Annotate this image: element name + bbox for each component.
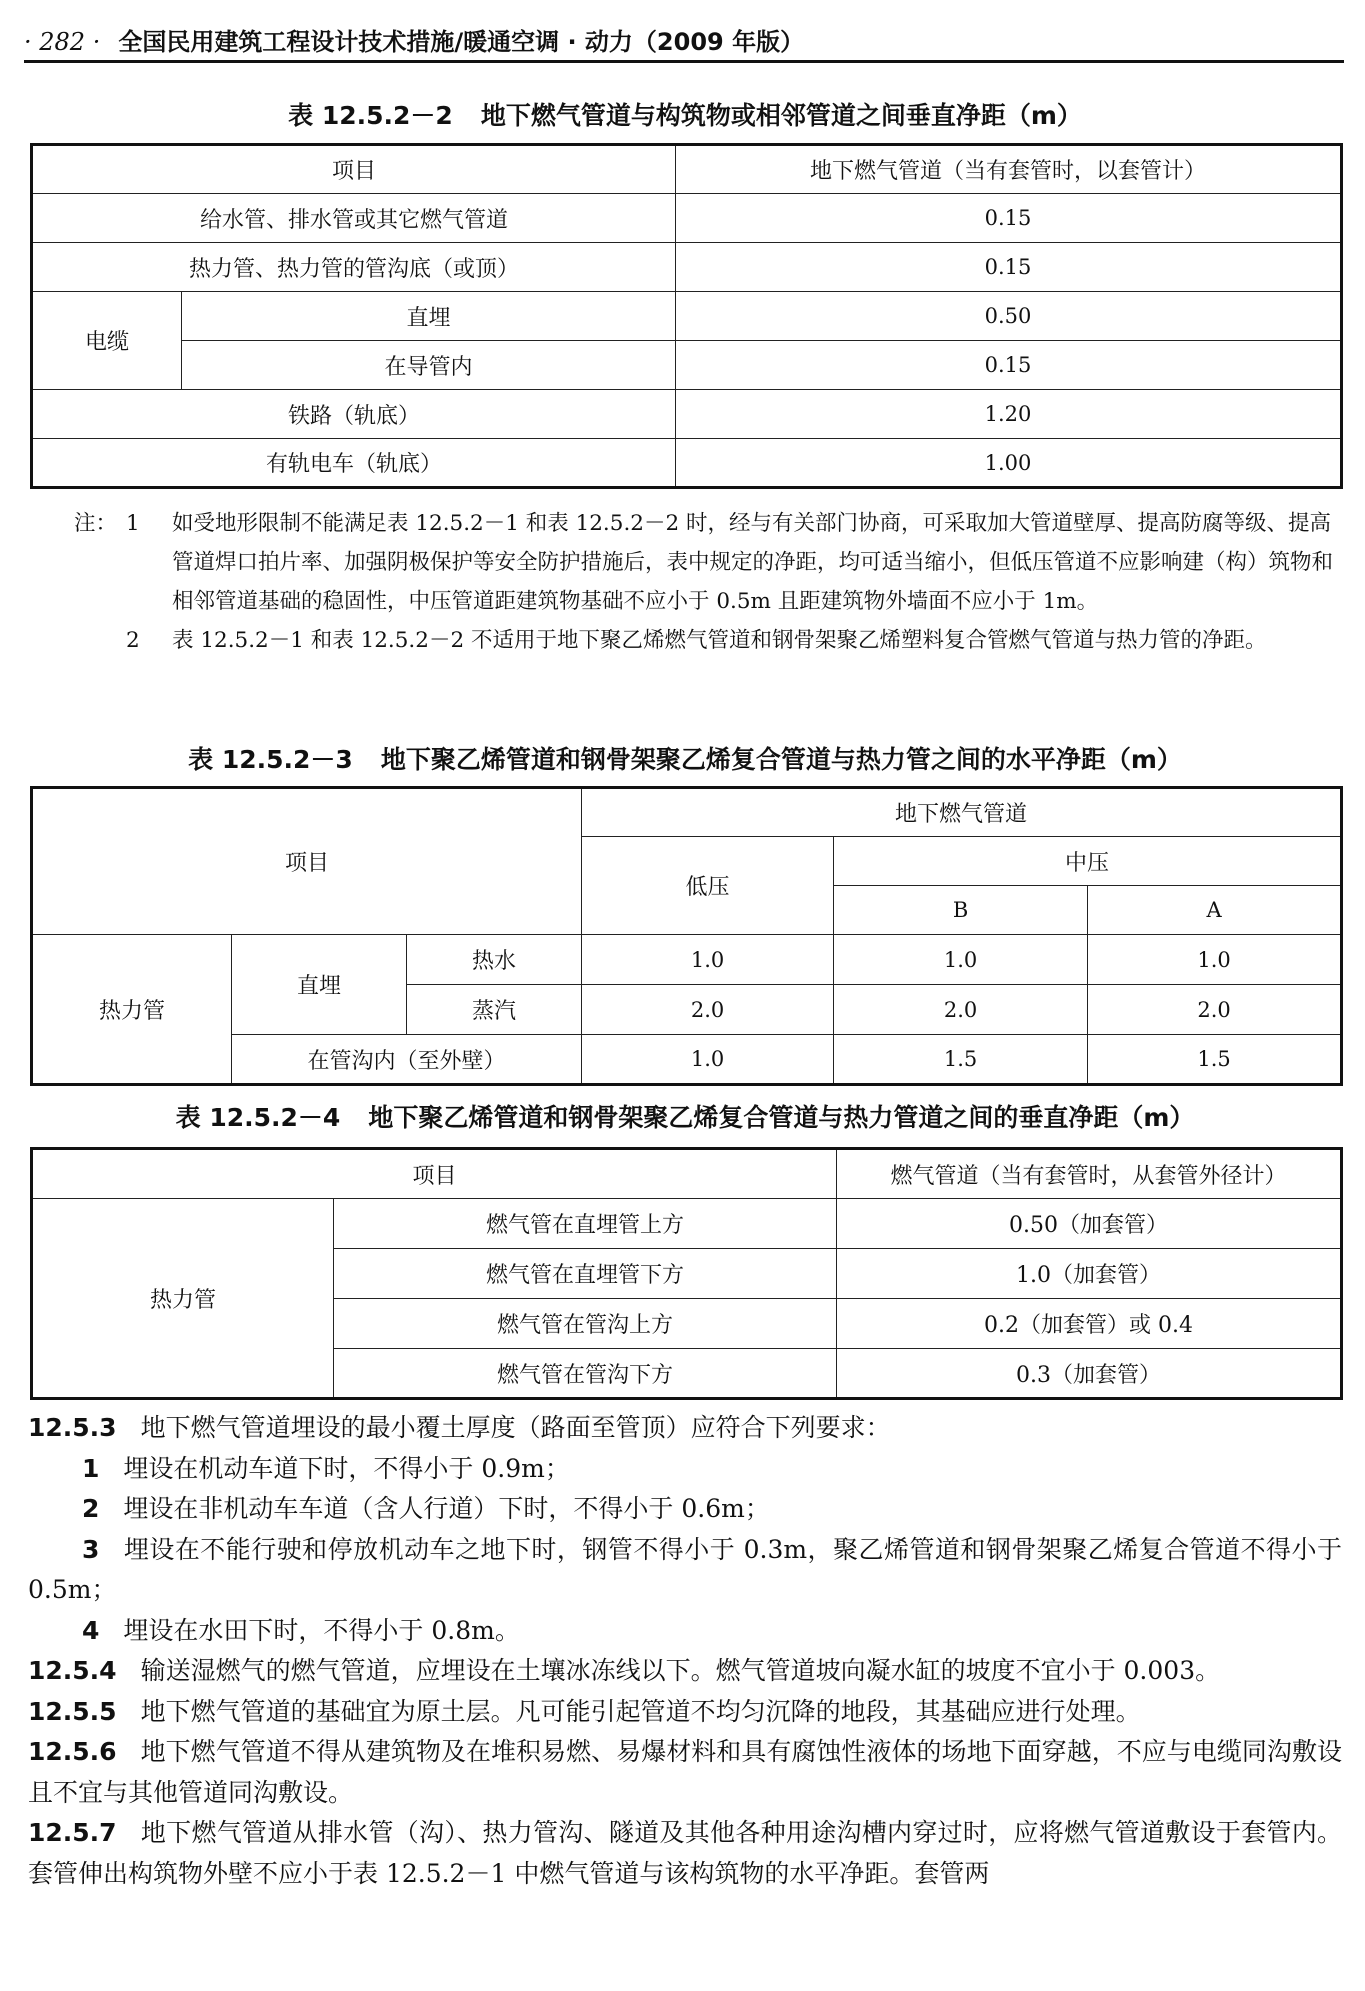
- table-header-cell: 项目: [32, 788, 582, 935]
- item-text: 埋设在非机动车车道（含人行道）下时，不得小于 0.6m；: [123, 1494, 770, 1523]
- table-row: [32, 145, 1342, 194]
- table-cell: 直埋: [182, 292, 676, 341]
- table-notes: [74, 504, 1344, 660]
- table-cell: 在导管内: [182, 341, 676, 390]
- table-cell: 1.0（加套管）: [837, 1249, 1342, 1299]
- book-title: 全国民用建筑工程设计技术措施/: [118, 28, 464, 56]
- clause-12-5-3: [28, 1408, 1342, 1449]
- note-number: 1: [126, 511, 140, 536]
- table-header-cell: A: [1088, 886, 1342, 935]
- table-group-cell: 电缆: [32, 292, 182, 390]
- table-cell: 铁路（轨底）: [32, 390, 676, 439]
- note-1: [74, 504, 1344, 621]
- table-header-cell: 燃气管道（当有套管时，从套管外径计）: [837, 1149, 1342, 1199]
- table-header-cell: 地下燃气管道（当有套管时，以套管计）: [676, 145, 1342, 194]
- table-cell: 0.2（加套管）或 0.4: [837, 1299, 1342, 1349]
- clause-text: 地下燃气管道不得从建筑物及在堆积易燃、易爆材料和具有腐蚀性液体的场地下面穿越，不应与电缆同沟敷设且不宜与其他管道同沟敷设。: [28, 1737, 1342, 1807]
- clause-text: 地下燃气管道的基础宜为原土层。凡可能引起管道不均匀沉降的地段，其基础应进行处理。: [140, 1696, 1141, 1726]
- table-cell: 热水: [407, 935, 582, 985]
- table-3-caption: [30, 740, 1340, 776]
- table-4-title: 地下聚乙烯管道和钢骨架聚乙烯复合管道与热力管道之间的垂直净距（m）: [368, 1103, 1195, 1132]
- item-text: 埋设在不能行驶和停放机动车之地下时，钢管不得小于 0.3m，聚乙烯管道和钢骨架聚乙烯复合管道不得小于 0.5m；: [28, 1534, 1342, 1604]
- clause-item-2: [28, 1489, 1342, 1530]
- table-2-title: 地下燃气管道与构筑物或相邻管道之间垂直净距（m）: [480, 101, 1082, 130]
- item-text: 埋设在机动车道下时，不得小于 0.9m；: [123, 1453, 570, 1483]
- page-number: · 282 ·: [24, 28, 101, 56]
- note-text: 表 12.5.2－1 和表 12.5.2－2 不适用于地下聚乙烯燃气管道和钢骨架聚乙烯塑料复合管燃气管道与热力管的净距。: [172, 628, 1267, 653]
- table-header-cell: 项目: [32, 145, 676, 194]
- table-cell: 1.5: [1088, 1035, 1342, 1085]
- table-row: [32, 788, 1342, 837]
- note-number: 2: [126, 628, 140, 653]
- note-marker: 注：: [74, 511, 118, 536]
- table-header-cell: B: [834, 886, 1088, 935]
- table-row: [32, 390, 1342, 439]
- table-row: [32, 292, 1342, 341]
- table-group-cell: 热力管: [32, 935, 232, 1085]
- running-header: [24, 22, 1344, 62]
- clause-12-5-7: [28, 1813, 1342, 1894]
- table-header-cell: 项目: [32, 1149, 837, 1199]
- table-cell: 1.0: [834, 935, 1088, 985]
- table-cell: 2.0: [1088, 985, 1342, 1035]
- table-row: [32, 1149, 1342, 1199]
- clause-number: 12.5.3: [28, 1413, 117, 1442]
- table-4-number: 表 12.5.2－4: [175, 1103, 341, 1132]
- table-header-cell: 低压: [582, 837, 834, 935]
- table-3: [30, 786, 1343, 1086]
- table-group-cell: 直埋: [232, 935, 407, 1035]
- item-number: 3: [82, 1534, 100, 1564]
- table-3-title: 地下聚乙烯管道和钢骨架聚乙烯复合管道与热力管之间的水平净距（m）: [380, 745, 1182, 774]
- table-cell: 0.15: [676, 341, 1342, 390]
- clause-item-1: [28, 1449, 1342, 1490]
- table-cell: 2.0: [834, 985, 1088, 1035]
- table-group-cell: 热力管: [32, 1199, 334, 1399]
- clause-item-4: [28, 1611, 1342, 1652]
- item-text: 埋设在水田下时，不得小于 0.8m。: [123, 1615, 520, 1645]
- table-row: [32, 194, 1342, 243]
- table-2-number: 表 12.5.2－2: [288, 101, 453, 130]
- clause-text: 输送湿燃气的燃气管道，应埋设在土壤冰冻线以下。燃气管道坡向凝水缸的坡度不宜小于 0.003。: [140, 1656, 1221, 1685]
- table-row: [32, 439, 1342, 488]
- book-volume-title: 暖通空调 · 动力（2009 年版）: [463, 28, 805, 56]
- table-cell: 1.5: [834, 1035, 1088, 1085]
- table-cell: 蒸汽: [407, 985, 582, 1035]
- table-4-caption: [30, 1098, 1340, 1134]
- table-cell: 1.20: [676, 390, 1342, 439]
- clause-12-5-5: [28, 1692, 1342, 1733]
- clause-number: 12.5.4: [28, 1656, 117, 1685]
- body-clauses: [28, 1408, 1342, 1894]
- table-row: [32, 935, 1342, 985]
- clause-number: 12.5.6: [28, 1737, 117, 1766]
- header-rule: [24, 60, 1344, 63]
- table-header-cell: 地下燃气管道: [582, 788, 1342, 837]
- table-4: [30, 1147, 1343, 1400]
- item-number: 4: [82, 1615, 100, 1645]
- table-cell: 燃气管在直埋管上方: [334, 1199, 837, 1249]
- table-cell: 在管沟内（至外壁）: [232, 1035, 582, 1085]
- note-2: [74, 621, 1344, 660]
- note-text: 如受地形限制不能满足表 12.5.2－1 和表 12.5.2－2 时，经与有关部门协商，可采取加大管道壁厚、提高防腐等级、提高管道焊口拍片率、加强阴极保护等安全防护措施后，表中规定的净距，均可适当缩小，但低压管道不应影响建（构）筑物和相邻管道基础的稳固性，中压管道距建筑物基础不应小于 0.5m 且距建筑物外墙面不应小于 1m。: [172, 511, 1334, 614]
- table-row: [32, 243, 1342, 292]
- table-cell: 0.50: [676, 292, 1342, 341]
- table-cell: 0.15: [676, 243, 1342, 292]
- table-cell: 热力管、热力管的管沟底（或顶）: [32, 243, 676, 292]
- item-number: 2: [82, 1494, 100, 1523]
- clause-text: 地下燃气管道埋设的最小覆土厚度（路面至管顶）应符合下列要求：: [140, 1413, 891, 1442]
- table-cell: 0.3（加套管）: [837, 1349, 1342, 1399]
- item-number: 1: [82, 1453, 100, 1483]
- clause-12-5-4: [28, 1651, 1342, 1692]
- table-header-cell: 中压: [834, 837, 1342, 886]
- table-cell: 0.50（加套管）: [837, 1199, 1342, 1249]
- table-cell: 1.0: [1088, 935, 1342, 985]
- table-cell: 给水管、排水管或其它燃气管道: [32, 194, 676, 243]
- table-cell: 燃气管在管沟下方: [334, 1349, 837, 1399]
- clause-number: 12.5.7: [28, 1818, 117, 1847]
- table-cell: 2.0: [582, 985, 834, 1035]
- clause-12-5-6: [28, 1732, 1342, 1813]
- table-cell: 有轨电车（轨底）: [32, 439, 676, 488]
- table-2-caption: [30, 96, 1340, 132]
- clause-text: 地下燃气管道从排水管（沟）、热力管沟、隧道及其他各种用途沟槽内穿过时，应将燃气管道敷设于套管内。套管伸出构筑物外壁不应小于表 12.5.2－1 中燃气管道与该构筑物的水平净距。套管两: [28, 1818, 1342, 1888]
- table-cell: 1.0: [582, 935, 834, 985]
- table-3-number: 表 12.5.2－3: [188, 745, 353, 774]
- clause-number: 12.5.5: [28, 1696, 117, 1726]
- table-cell: 1.00: [676, 439, 1342, 488]
- table-cell: 0.15: [676, 194, 1342, 243]
- table-cell: 1.0: [582, 1035, 834, 1085]
- table-row: [32, 341, 1342, 390]
- table-row: [32, 1199, 1342, 1249]
- clause-item-3: [28, 1530, 1342, 1611]
- table-cell: 燃气管在直埋管下方: [334, 1249, 837, 1299]
- table-cell: 燃气管在管沟上方: [334, 1299, 837, 1349]
- table-2: [30, 143, 1343, 489]
